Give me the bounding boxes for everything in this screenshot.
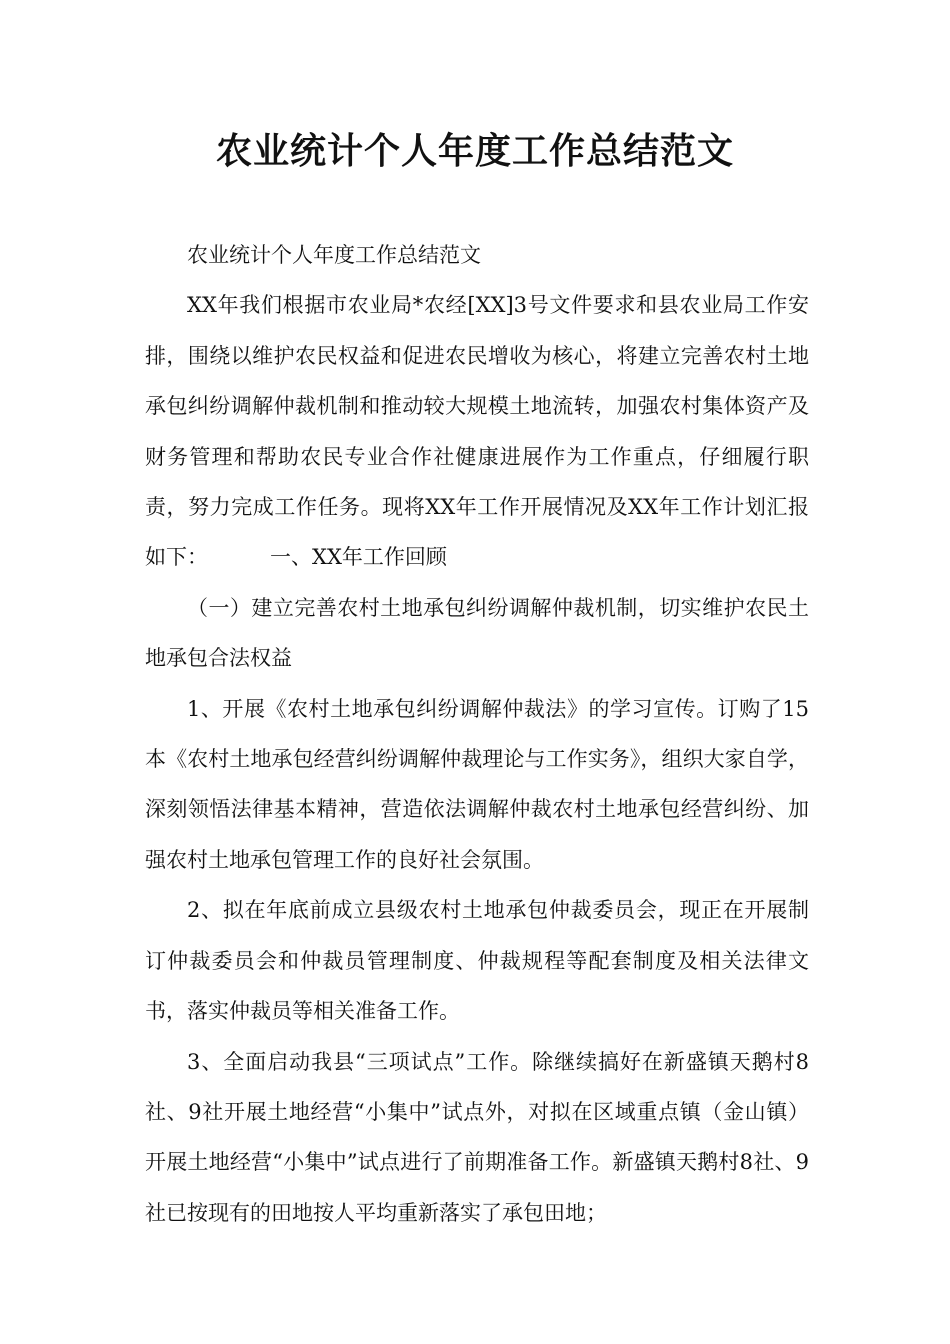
document-title: 农业统计个人年度工作总结范文 [215,131,734,172]
paragraph-item-2: 2、拟在年底前成立县级农村土地承包仲裁委员会，现正在开展制订仲裁委员会和仲裁员管理制度、仲裁规程等配套制度及相关法律文书，落实仲裁员等相关准备工作。 [145,898,809,1024]
paragraph-item-3: 3、全面启动我县“三项试点”工作。除继续搞好在新盛镇天鹅村8社、9社开展土地经营“小集中”试点外，对拟在区域重点镇（金山镇）开展土地经营“小集中”试点进行了前期准备工作。新盛镇天鹅村8社、9社已按现有的田地按人平均重新落实了承包田地； [145,1049,809,1225]
document-subtitle: 农业统计个人年度工作总结范文 [187,243,481,267]
intro-paragraph [145,280,809,582]
paragraph-item-1: 1、开展《农村土地承包纠纷调解仲裁法》的学习宣传。订购了15本《农村土地承包经营纠纷调解仲裁理论与工作实务》，组织大家自学，深刻领悟法律基本精神，营造依法调解仲裁农村土地承包经营纠纷、加强农村土地承包管理工作的良好社会氛围。 [145,696,809,872]
subsection-heading: （一）建立完善农村土地承包纠纷调解仲裁机制，切实维护农民土地承包合法权益 [145,595,809,671]
section-heading: 一、XX年工作回顾 [270,545,447,570]
document-body [145,230,809,1238]
intro-text: XX年我们根据市农业局*农经[XX]3号文件要求和县农业局工作安排，围绕以维护农民权益和促进农民增收为核心，将建立完善农村土地承包纠纷调解仲裁机制和推动较大规模土地流转，加强农村集体资产及财务管理和帮助农民专业合作社健康进展作为工作重点，仔细履行职责，努力完成工作任务。现将XX年工作开展情况及XX年工作计划汇报如下： [145,293,809,570]
